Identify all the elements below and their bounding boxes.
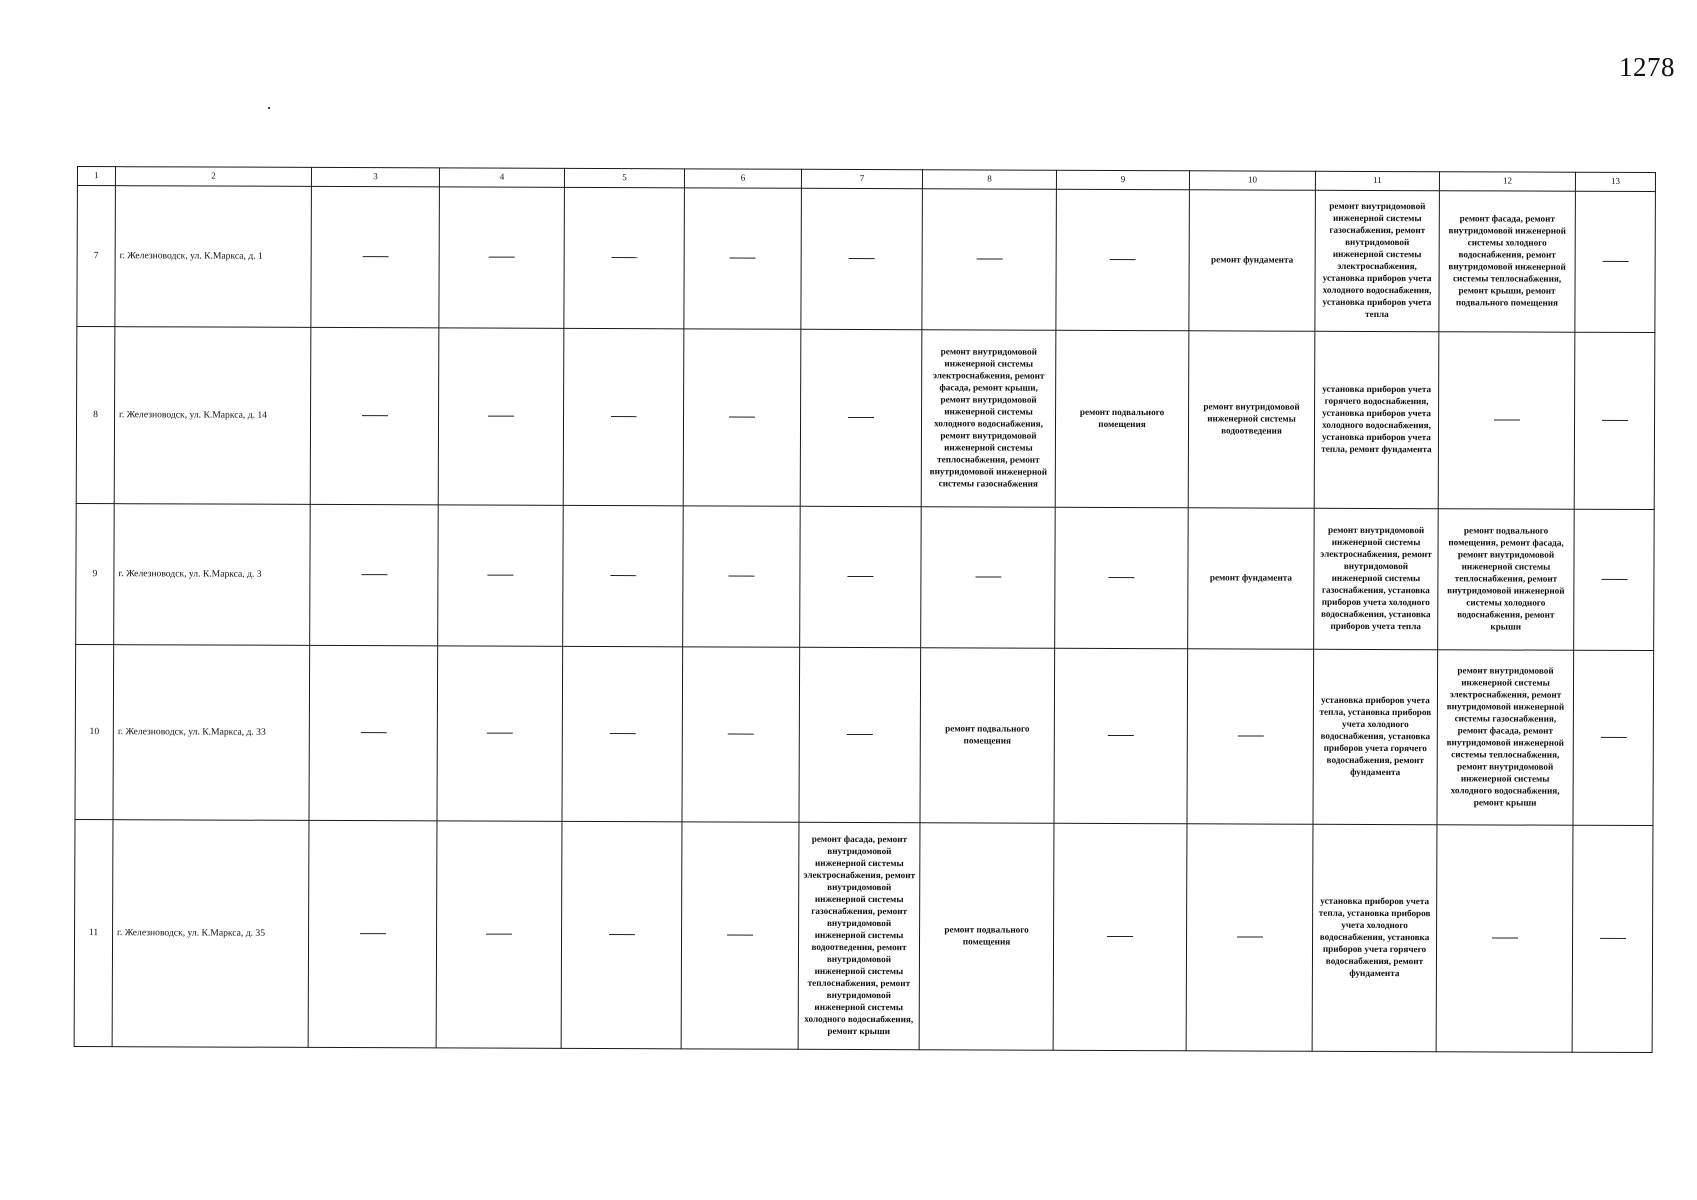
row-number-cell	[77, 186, 116, 327]
work-cell-3	[310, 504, 439, 645]
dash-mark	[361, 574, 387, 575]
work-cell-13	[1573, 650, 1654, 825]
work-cell-5	[561, 821, 682, 1048]
cell-text: г. Железноводск, ул. К.Маркса, д. 1	[119, 249, 263, 262]
header-cell: 1	[77, 167, 115, 186]
table-body	[74, 186, 1655, 1053]
work-cell-4	[437, 646, 563, 821]
cell-text: установка приборов учета тепла, установка приборов учета холодного водоснабжения, установка приборов учета горячего водоснабжения, ремонт фундамента	[1319, 694, 1432, 777]
work-cell-10	[1186, 824, 1313, 1051]
dash-mark	[847, 734, 873, 735]
work-cell-11	[1315, 190, 1440, 331]
table-row	[74, 819, 1653, 1052]
work-cell-4	[438, 505, 564, 646]
work-cell-13	[1574, 509, 1655, 650]
dash-mark	[730, 258, 756, 259]
dash-mark	[1237, 736, 1263, 737]
header-cell: 2	[115, 167, 311, 187]
header-cell: 4	[439, 168, 564, 187]
dash-mark	[360, 732, 386, 733]
work-cell-3	[310, 327, 439, 504]
dash-mark	[611, 416, 637, 417]
work-cell-9	[1055, 330, 1189, 508]
header-cell: 7	[801, 169, 922, 188]
dash-mark	[609, 733, 635, 734]
work-cell-11	[1314, 331, 1439, 508]
work-cell-11	[1313, 649, 1438, 824]
dash-mark	[1108, 735, 1134, 736]
dash-mark	[975, 577, 1001, 578]
dash-mark	[848, 417, 874, 418]
cell-text: ремонт подвального помещения	[945, 723, 1030, 746]
cell-text: ремонт подвального помещения	[1079, 406, 1165, 430]
work-cell-12	[1438, 509, 1575, 651]
dash-mark	[728, 576, 754, 577]
row-number-cell	[76, 503, 115, 644]
cell-text: г. Железноводск, ул. К.Маркса, д. 35	[117, 926, 266, 939]
work-cell-13	[1574, 332, 1655, 509]
work-cell-5	[563, 328, 684, 505]
dash-mark	[976, 259, 1002, 260]
cell-text: 10	[89, 725, 100, 737]
work-cell-12	[1438, 332, 1575, 510]
cell-text: установка приборов учета горячего водоснабжения, установка приборов учета холодного водоснабжения, установка приборов учета тепла, ремонт фундамента	[1321, 383, 1432, 455]
header-cell: 5	[564, 168, 684, 187]
header-cell: 3	[311, 167, 439, 186]
table-row	[77, 186, 1656, 333]
cell-text: г. Железноводск, ул. К.Маркса, д. 33	[117, 725, 266, 738]
header-cell: 10	[1189, 171, 1315, 190]
work-cell-7	[800, 506, 922, 647]
cell-text: установка приборов учета тепла, установка приборов учета холодного водоснабжения, установка приборов учета горячего водоснабжения, ремонт фундамента	[1318, 895, 1431, 978]
work-cell-10	[1188, 508, 1315, 649]
header-cell: 6	[684, 169, 801, 188]
dash-mark	[487, 575, 513, 576]
work-cell-4	[439, 187, 565, 328]
work-cell-3	[308, 820, 437, 1047]
dash-mark	[1110, 259, 1136, 260]
cell-text: ремонт фундамента	[1211, 254, 1294, 265]
dash-mark	[1107, 936, 1133, 937]
cell-text: г. Железноводск, ул. К.Маркса, д. 3	[118, 567, 262, 580]
cell-text: ремонт фасада, ремонт внутридомовой инженерной системы электроснабжения, ремонт внутридомовой инженерной системы газоснабжения, ремонт внутридомовой инженерной системы водоотведения, ремонт внутридомовой инженерной системы теплоснабжения, ремонт внутридомовой инженерной системы холодного водоснабжения, ремонт крыши	[803, 834, 916, 1036]
dash-mark	[1600, 938, 1626, 939]
work-cell-6	[682, 647, 800, 822]
cell-text: ремонт фундамента	[1209, 572, 1293, 583]
work-cell-13	[1572, 825, 1653, 1052]
address-cell	[115, 186, 312, 328]
work-cell-9	[1056, 189, 1190, 331]
dash-mark	[609, 934, 635, 935]
dash-mark	[1600, 737, 1626, 738]
cell-text: ремонт внутридомовой инженерной системы электроснабжения, ремонт внутридомовой инженерной системы газоснабжения, ремонт фасада, ремонт внутридомовой инженерной системы теплоснабжения, ремонт внутридомовой инженерной системы холодного водоснабжения, ремонт крыши	[1446, 665, 1565, 808]
table-row	[76, 503, 1655, 650]
dash-mark	[1237, 937, 1263, 938]
table-row	[76, 327, 1655, 510]
work-cell-5	[562, 646, 683, 821]
header-cell: 9	[1056, 170, 1189, 190]
dash-mark	[1494, 420, 1520, 421]
work-cell-8	[919, 823, 1054, 1051]
header-cell: 13	[1575, 172, 1655, 191]
cell-text: ремонт подвального помещения, ремонт фасада, ремонт внутридомовой инженерной системы теплоснабжения, ремонт внутридомовой инженерной системы холодного водоснабжения, ремонт крыши	[1447, 525, 1565, 632]
work-cell-4	[436, 821, 562, 1048]
work-cell-10	[1187, 649, 1314, 824]
dash-mark	[486, 934, 512, 935]
dash-mark	[1492, 938, 1518, 939]
header-cell: 12	[1439, 172, 1575, 192]
work-cell-11	[1312, 824, 1437, 1051]
address-cell	[114, 504, 311, 646]
address-cell	[113, 645, 310, 821]
work-cell-4	[438, 328, 564, 505]
dash-mark	[1601, 579, 1627, 580]
header-cell: 8	[922, 170, 1056, 190]
cell-text: г. Железноводск, ул. К.Маркса, д. 14	[119, 408, 268, 421]
work-cell-10	[1188, 331, 1315, 508]
work-cell-3	[311, 186, 440, 327]
dash-mark	[362, 416, 388, 417]
dash-mark	[727, 935, 753, 936]
dash-mark	[360, 933, 386, 934]
work-cell-11	[1314, 508, 1439, 649]
work-cell-7	[801, 188, 923, 329]
work-cell-9	[1055, 507, 1189, 649]
work-cell-13	[1575, 191, 1656, 332]
work-cell-7	[798, 822, 920, 1049]
dash-mark	[611, 257, 637, 258]
repair-schedule-table	[74, 166, 1656, 1053]
work-cell-7	[799, 647, 921, 822]
table-row	[75, 644, 1654, 825]
cell-text: 11	[88, 926, 99, 938]
work-cell-7	[800, 329, 922, 506]
row-number-cell	[74, 819, 113, 1046]
work-cell-6	[681, 822, 799, 1049]
work-cell-8	[920, 648, 1055, 824]
row-number-cell	[75, 644, 114, 819]
work-cell-3	[309, 645, 438, 820]
work-cell-12	[1439, 191, 1576, 333]
work-cell-8	[921, 507, 1056, 649]
address-cell	[112, 820, 309, 1048]
dash-mark	[849, 258, 875, 259]
cell-text: ремонт подвального помещения	[944, 924, 1029, 947]
cell-text: ремонт внутридомовой инженерной системы водоотведения	[1203, 401, 1300, 436]
page-number: 1278	[1619, 52, 1675, 82]
row-number-cell	[76, 327, 115, 504]
work-cell-6	[684, 188, 802, 329]
cell-text: 9	[92, 567, 98, 579]
address-cell	[114, 327, 311, 505]
work-cell-12	[1436, 825, 1573, 1053]
work-cell-8	[921, 330, 1056, 508]
work-cell-9	[1053, 823, 1187, 1051]
dash-mark	[488, 416, 514, 417]
dash-mark	[1108, 577, 1134, 578]
work-cell-9	[1054, 648, 1188, 824]
cell-text: ремонт внутридомовой инженерной системы электроснабжения, ремонт фасада, ремонт крыши, ремонт внутридомовой инженерной системы холодного водоснабжения, ремонт внутридомовой инженерной системы теплоснабжения, ремонт внутридомовой инженерной системы газоснабжения	[929, 346, 1048, 489]
work-cell-5	[563, 505, 684, 646]
dash-mark	[728, 734, 754, 735]
cell-text: ремонт внутридомовой инженерной системы газоснабжения, ремонт внутридомовой инженерной системы электроснабжения, установка приборов учета холодного водоснабжения, установка приборов учета тепла	[1322, 201, 1432, 319]
work-cell-12	[1437, 650, 1574, 826]
cell-text: ремонт фасада, ремонт внутридомовой инженерной системы холодного водоснабжения, ремонт внутридомовой инженерной системы теплоснабжения, ремонт крыши, ремонт подвального помещения	[1448, 213, 1566, 308]
work-cell-8	[922, 189, 1057, 331]
dash-mark	[610, 575, 636, 576]
work-cell-6	[683, 329, 801, 506]
dash-mark	[362, 257, 388, 258]
dash-mark	[487, 733, 513, 734]
dash-mark	[1602, 420, 1628, 421]
scan-speck	[268, 107, 270, 109]
cell-text: 8	[93, 408, 98, 420]
work-cell-10	[1189, 190, 1316, 331]
dash-mark	[729, 417, 755, 418]
cell-text: 7	[93, 249, 99, 261]
cell-text: ремонт внутридомовой инженерной системы электроснабжения, ремонт внутридомовой инженерной системы газоснабжения, установка приборов учета холодного водоснабжения, установка приборов учета тепла	[1320, 525, 1432, 631]
work-cell-5	[564, 187, 685, 328]
dash-mark	[1602, 261, 1628, 262]
dash-mark	[847, 576, 873, 577]
dash-mark	[489, 257, 515, 258]
header-cell: 11	[1315, 171, 1439, 190]
work-cell-6	[683, 506, 801, 647]
